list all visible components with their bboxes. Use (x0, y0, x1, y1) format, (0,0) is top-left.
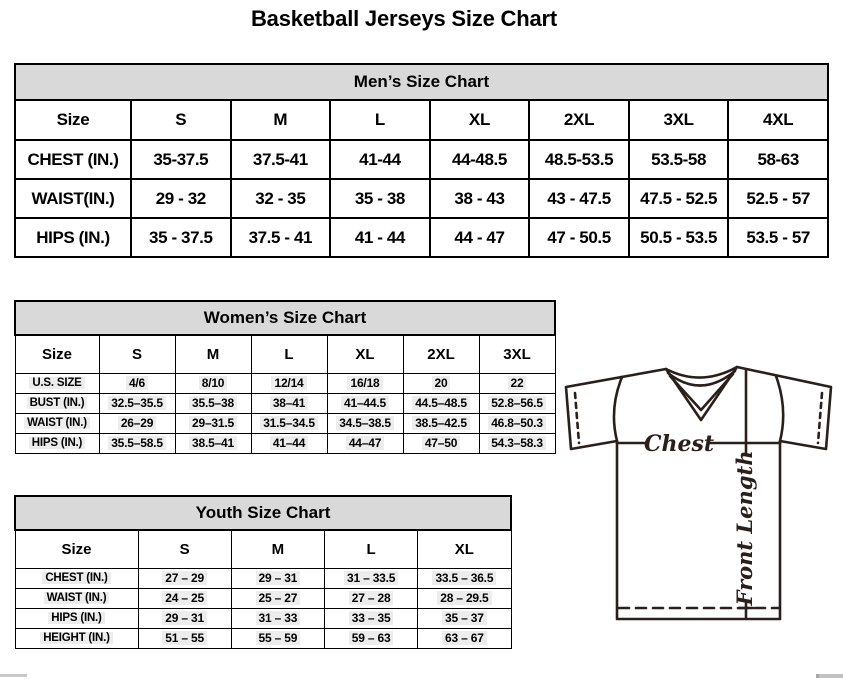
table-cell-value: 12/14 (271, 376, 306, 390)
table-cell (138, 608, 231, 628)
table-cell-value: 41 - 44 (330, 218, 430, 257)
table-row (15, 588, 511, 608)
youth-caption: Youth Size Chart (15, 496, 511, 530)
row-label-text: CHEST (IN.) (42, 572, 110, 584)
table-cell-value: 29 – 31 (162, 611, 207, 625)
column-header: 4XL (728, 100, 828, 140)
table-cell-value: 44-48.5 (430, 140, 530, 179)
table-cell-value: 32.5–35.5 (108, 396, 166, 410)
table-cell (251, 413, 327, 433)
table-cell (418, 628, 511, 648)
youth-size-chart-table (14, 495, 512, 649)
table-cell (99, 373, 175, 393)
row-label-text: HIPS (IN.) (48, 612, 104, 624)
table-cell-value: 8/10 (199, 376, 228, 390)
table-cell (479, 433, 555, 453)
table-cell (418, 568, 511, 588)
table-cell-value: 35 - 38 (330, 179, 430, 218)
table-cell-value: 32 - 35 (231, 179, 331, 218)
row-label (15, 628, 138, 648)
table-cell-value: 29 – 31 (256, 571, 301, 585)
row-label-text: WAIST (IN.) (24, 417, 90, 429)
table-cell-value: 38.5–42.5 (412, 416, 470, 430)
table-cell-value: 54.3–58.3 (488, 436, 546, 450)
table-cell-value: 47 - 50.5 (529, 218, 629, 257)
column-header: M (231, 100, 331, 140)
table-cell (325, 628, 418, 648)
table-cell (479, 373, 555, 393)
table-cell-value: 59 – 63 (349, 631, 394, 645)
table-cell-value: 4/6 (126, 376, 148, 390)
cuff-dashed-line-right (818, 393, 822, 443)
row-label-text: BUST (IN.) (27, 397, 88, 409)
column-header-row (15, 530, 511, 568)
table-cell-value: 55 – 59 (256, 631, 301, 645)
table-cell-value: 31 – 33 (256, 611, 301, 625)
jersey-outline (566, 367, 831, 619)
column-header: Size (15, 100, 131, 140)
table-cell (231, 588, 324, 608)
table-cell (418, 588, 511, 608)
table-cell-value: 44 - 47 (430, 218, 530, 257)
table-cell-value: 43 - 47.5 (529, 179, 629, 218)
row-label (15, 588, 138, 608)
table-cell (99, 413, 175, 433)
row-label-text: WAIST(IN.) (15, 179, 131, 218)
table-cell-value: 44.5–48.5 (412, 396, 470, 410)
table-cell-value: 16/18 (347, 376, 382, 390)
table-row (15, 373, 555, 393)
row-label-text: HIPS (IN.) (15, 218, 131, 257)
column-header: 3XL (479, 335, 555, 373)
table-cell-value: 25 – 27 (256, 591, 301, 605)
table-row (15, 628, 511, 648)
table-cell (251, 433, 327, 453)
womens-size-chart-section (14, 300, 556, 454)
table-cell-value: 29–31.5 (189, 416, 237, 430)
table-cell-value: 33 – 35 (349, 611, 394, 625)
table-cell (479, 393, 555, 413)
table-row (15, 179, 828, 218)
table-cell (403, 393, 479, 413)
table-cell (403, 373, 479, 393)
table-cell (175, 413, 251, 433)
column-header-row (15, 100, 828, 140)
table-cell-value: 22 (508, 376, 527, 390)
row-label-text: CHEST (IN.) (15, 140, 131, 179)
table-cell (325, 568, 418, 588)
table-cell (175, 433, 251, 453)
table-row (15, 413, 555, 433)
chest-label: Chest (643, 431, 715, 457)
table-row (15, 608, 511, 628)
column-header: 3XL (629, 100, 729, 140)
column-header: L (325, 530, 418, 568)
table-cell-value: 41–44.5 (341, 396, 389, 410)
table-cell-value: 34.5–38.5 (336, 416, 394, 430)
jersey-measurement-diagram (556, 353, 843, 653)
column-header: 2XL (403, 335, 479, 373)
mens-size-chart-table (14, 63, 829, 258)
table-cell-value: 58-63 (728, 140, 828, 179)
table-caption-row (15, 64, 828, 100)
column-header: XL (327, 335, 403, 373)
table-cell-value: 28 – 29.5 (437, 591, 491, 605)
table-cell (175, 373, 251, 393)
armhole-seam-right (776, 376, 783, 441)
table-cell-value: 29 - 32 (131, 179, 231, 218)
table-cell-value: 52.8–56.5 (488, 396, 546, 410)
row-label (15, 568, 138, 588)
table-row (15, 218, 828, 257)
table-cell-value: 31 – 33.5 (344, 571, 398, 585)
cuff-dashed-line-left (575, 393, 579, 443)
womens-caption: Women’s Size Chart (15, 301, 555, 335)
table-row (15, 140, 828, 179)
table-cell-value: 38 - 43 (430, 179, 530, 218)
table-cell-value: 37.5-41 (231, 140, 331, 179)
table-cell-value: 52.5 - 57 (728, 179, 828, 218)
table-cell-value: 38.5–41 (189, 436, 237, 450)
row-label (15, 608, 138, 628)
table-cell-value: 24 – 25 (162, 591, 207, 605)
table-cell-value: 47–50 (422, 436, 460, 450)
table-cell-value: 51 – 55 (162, 631, 207, 645)
row-label (15, 413, 99, 433)
table-cell (327, 393, 403, 413)
table-caption-row (15, 301, 555, 335)
table-cell-value: 53.5 - 57 (728, 218, 828, 257)
table-cell (251, 373, 327, 393)
table-cell (327, 373, 403, 393)
table-cell (231, 628, 324, 648)
table-cell (251, 393, 327, 413)
table-cell (175, 393, 251, 413)
table-cell (138, 568, 231, 588)
row-label (15, 373, 99, 393)
table-cell (327, 413, 403, 433)
mens-size-chart-section (14, 63, 829, 258)
table-cell-value: 35 - 37.5 (131, 218, 231, 257)
table-cell-value: 38–41 (270, 396, 308, 410)
column-header: Size (15, 530, 138, 568)
table-cell (99, 433, 175, 453)
row-label-text: HEIGHT (IN.) (40, 632, 113, 644)
table-row (15, 393, 555, 413)
scrollbar-fragment-left[interactable] (0, 674, 27, 677)
table-caption-row (15, 496, 511, 530)
row-label-text: WAIST (IN.) (44, 592, 110, 604)
column-header: 2XL (529, 100, 629, 140)
table-cell-value: 41–44 (270, 436, 308, 450)
front-length-label: Front Length (732, 450, 757, 606)
table-cell (325, 608, 418, 628)
table-cell-value: 46.8–50.3 (488, 416, 546, 430)
row-label (15, 433, 99, 453)
column-header: Size (15, 335, 99, 373)
table-cell-value: 26–29 (118, 416, 156, 430)
table-cell-value: 53.5-58 (629, 140, 729, 179)
table-cell-value: 31.5–34.5 (260, 416, 318, 430)
column-header: L (251, 335, 327, 373)
scrollbar-fragment-right[interactable] (816, 674, 843, 678)
table-cell (479, 413, 555, 433)
table-cell-value: 47.5 - 52.5 (629, 179, 729, 218)
table-cell-value: 63 – 67 (442, 631, 487, 645)
column-header: S (99, 335, 175, 373)
table-cell-value: 35.5–38 (189, 396, 237, 410)
table-cell-value: 33.5 – 36.5 (432, 571, 496, 585)
table-cell (231, 608, 324, 628)
column-header: XL (430, 100, 530, 140)
table-cell (138, 588, 231, 608)
row-label (15, 393, 99, 413)
row-label-text: U.S. SIZE (29, 377, 84, 389)
column-header: M (175, 335, 251, 373)
table-cell-value: 50.5 - 53.5 (629, 218, 729, 257)
column-header: L (330, 100, 430, 140)
column-header-row (15, 335, 555, 373)
table-cell (327, 433, 403, 453)
table-cell-value: 41-44 (330, 140, 430, 179)
youth-size-chart-section (14, 495, 512, 649)
table-cell (403, 413, 479, 433)
table-cell-value: 37.5 - 41 (231, 218, 331, 257)
table-cell-value: 27 – 28 (349, 591, 394, 605)
column-header: M (231, 530, 324, 568)
table-cell-value: 35.5–58.5 (108, 436, 166, 450)
womens-size-chart-table (14, 300, 556, 454)
table-cell (231, 568, 324, 588)
table-cell (418, 608, 511, 628)
column-header: S (131, 100, 231, 140)
table-cell (138, 628, 231, 648)
table-cell-value: 44–47 (346, 436, 384, 450)
page-title: Basketball Jerseys Size Chart (250, 6, 558, 31)
column-header: S (138, 530, 231, 568)
table-cell (99, 393, 175, 413)
column-header: XL (418, 530, 511, 568)
mens-caption: Men’s Size Chart (15, 64, 828, 100)
table-row (15, 568, 511, 588)
table-cell (325, 588, 418, 608)
row-label-text: HIPS (IN.) (29, 437, 85, 449)
table-cell-value: 20 (432, 376, 451, 390)
table-cell-value: 27 – 29 (162, 571, 207, 585)
table-cell-value: 35 – 37 (442, 611, 487, 625)
table-cell (403, 433, 479, 453)
armhole-seam-left (614, 377, 622, 441)
table-row (15, 433, 555, 453)
table-cell-value: 48.5-53.5 (529, 140, 629, 179)
table-cell-value: 35-37.5 (131, 140, 231, 179)
